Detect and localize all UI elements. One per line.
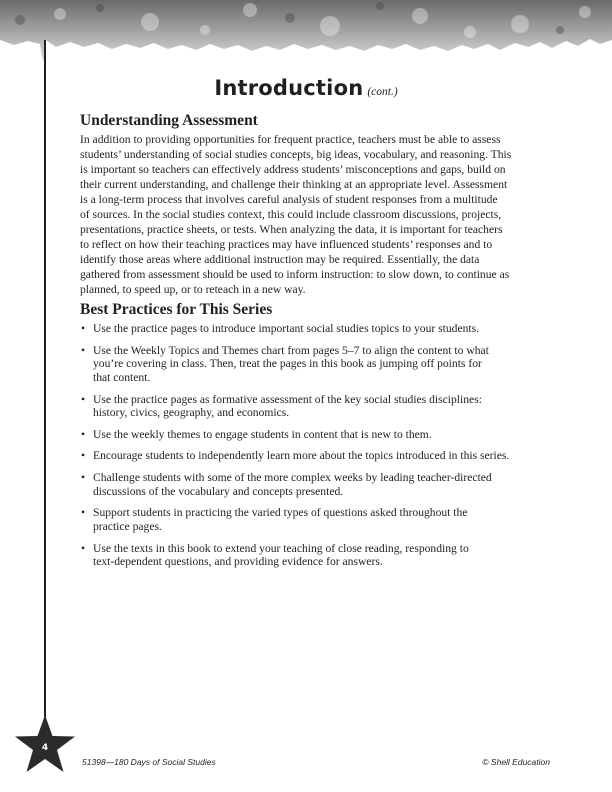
- paragraph-line: their current understanding, and challenge their thinking at an appropriate level. Assessment: [80, 178, 508, 191]
- footer-book-title: 51398—180 Days of Social Studies: [82, 757, 216, 767]
- bullet-dot-icon: •: [81, 541, 86, 555]
- list-item-line: Use the practice pages as formative assessment of the key social studies disciplines:: [93, 392, 482, 406]
- page-title-suffix: (cont.): [367, 86, 398, 98]
- list-item-line: Use the weekly themes to engage students in content that is new to them.: [93, 427, 432, 441]
- paragraph-line: of sources. In the social studies context, this could include classroom discussions, projects,: [80, 208, 502, 221]
- list-item-line: Use the practice pages to introduce important social studies topics to your students.: [93, 322, 480, 335]
- bullet-dot-icon: •: [81, 506, 86, 520]
- list-item-line: Use the Weekly Topics and Themes chart from pages 5–7 to align the content to what: [93, 343, 489, 357]
- list-item-line: practice pages.: [93, 520, 162, 534]
- paragraph-line: gathered from assessment should be used to inform instruction: to slow down, to continue as: [80, 268, 510, 281]
- list-item: [80, 449, 555, 463]
- list-item: [80, 344, 555, 385]
- bullet-dot-icon: •: [81, 322, 86, 335]
- page-title-main: Introduction: [214, 76, 364, 100]
- bullet-dot-icon: •: [81, 471, 86, 485]
- section-heading-understanding-assessment: Understanding Assessment: [80, 112, 258, 129]
- bullet-dot-icon: •: [81, 449, 86, 463]
- decorative-top-band: [0, 0, 612, 62]
- list-item-line: Use the texts in this book to extend your teaching of close reading, responding to: [93, 541, 469, 555]
- best-practices-list: [80, 322, 555, 577]
- bullet-dot-icon: •: [81, 392, 86, 406]
- list-item: [80, 322, 555, 336]
- section-heading-best-practices: Best Practices for This Series: [80, 301, 273, 318]
- list-item: [80, 393, 555, 420]
- left-margin-rule: [44, 40, 46, 740]
- bullet-dot-icon: •: [81, 427, 86, 441]
- list-item: [80, 506, 555, 533]
- bullet-dot-icon: •: [81, 343, 86, 357]
- list-item-line: Support students in practicing the varied types of questions asked throughout the: [93, 506, 468, 520]
- paragraph-line: students’ understanding of social studies concepts, big ideas, vocabulary, and reasoning. This: [80, 148, 512, 161]
- list-item-line: text-dependent questions, and providing evidence for answers.: [93, 555, 383, 569]
- assessment-paragraph: [80, 132, 550, 297]
- list-item-line: Challenge students with some of the more complex weeks by leading teacher-directed: [93, 471, 492, 485]
- paragraph-line: presentations, practice sheets, or tests. When analyzing the data, it is important for teachers: [80, 223, 503, 236]
- list-item-line: Encourage students to independently learn more about the topics introduced in this series.: [93, 449, 510, 463]
- list-item: [80, 542, 555, 569]
- paragraph-line: to reflect on how their teaching practices may have influenced students’ responses and to: [80, 238, 493, 251]
- page-title: [0, 76, 612, 100]
- list-item: [80, 471, 555, 498]
- paragraph-line: is important so teachers can effectively address students’ misconceptions and gaps, build on: [80, 163, 506, 176]
- list-item: [80, 428, 555, 442]
- list-item-line: you’re covering in class. Then, treat the pages in this book as jumping off points for: [93, 357, 482, 371]
- paragraph-line: identify those areas where additional instruction may be required. Essentially, the data: [80, 253, 480, 266]
- footer-publisher: © Shell Education: [482, 757, 550, 767]
- paragraph-line: In addition to providing opportunities for frequent practice, teachers must be able to assess: [80, 133, 501, 146]
- paragraph-line: is a long-term process that involves careful analysis of student responses from a multitude: [80, 193, 498, 206]
- list-item-line: history, civics, geography, and economics.: [93, 406, 290, 420]
- list-item-line: that content.: [93, 371, 151, 384]
- paragraph-line: planned, to speed up, or to reteach in a new way.: [80, 283, 306, 296]
- list-item-line: discussions of the vocabulary and concepts presented.: [93, 484, 344, 498]
- page-number: 4: [41, 743, 49, 753]
